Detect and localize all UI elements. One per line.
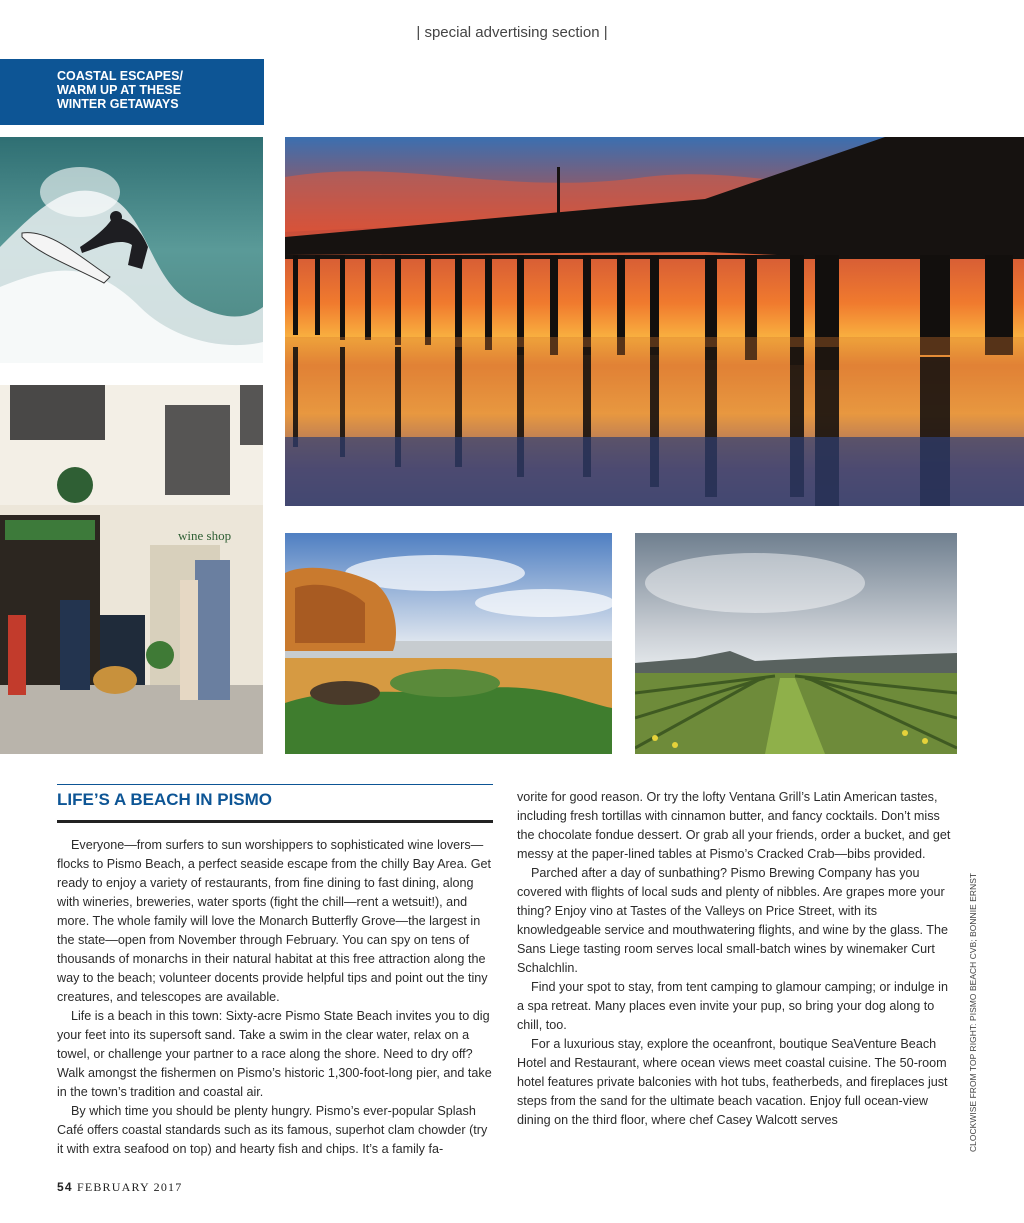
vineyard-photo [635,533,957,754]
section-banner [0,59,264,125]
beach-rocks-photo [285,533,612,754]
wine-shop-sign: wine shop [178,528,232,543]
surfer-photo [0,137,263,363]
wine-shop-photo [0,385,263,754]
paragraph: Everyone—from surfers to sun worshippers to sophisticated wine lovers—flocks to Pismo Beach, a perfect seaside escape from the chilly Bay Area. Get ready to enjoy a variety of restaurants, from fine dining to fast dining, along with wineries, breweries, water sports (fight the chill—rent a wetsuit!), and more. The whole family will love the Monarch Butterfly Grove—the largest in the state—open from November through February. You can spy on tens of thousands of monarchs in their natural habitat at this free attraction along the way to the beach; volunteer docents provide helpful tips and point out the tiny creatures, and telescopes are available. [57,838,491,1004]
photo-credit: CLOCKWISE FROM TOP RIGHT: PISMO BEACH CVB; BONNIE ERNST [968,872,978,1152]
heading-rule-bottom [57,820,493,823]
paragraph: By which time you should be plenty hungry. Pismo’s ever-popular Splash Café offers coastal standards such as its famous, superhot clam chowder (try it with extra seafood on top) and hearty fish and chips. It’s a family fa- [57,1104,488,1156]
paragraph: Find your spot to stay, from tent camping to glamour camping; or indulge in a spa retreat. Many places even invite your pup, so bring your dog along to chill, too. [517,980,948,1032]
paragraph: Parched after a day of sunbathing? Pismo Brewing Company has you covered with flights of local suds and plenty of nibbles. Are grapes more your thing? Enjoy vino at Tastes of the Valleys on Price Street, with its knowledgeable service and mouthwatering flights, and wine by the glass. The Sans Liege tasting room serves local small-batch wines by winemaker Curt Schalchlin. [517,866,949,975]
article-title: LIFE’S A BEACH IN PISMO [57,790,273,809]
paragraph: vorite for good reason. Or try the lofty Ventana Grill’s Latin American tastes, including fresh tortillas with cinnamon butter, and fancy cocktails. Don’t miss the chocolate fondue dessert. Or grab all your friends, order a bucket, and get messy at the paper-lined tables at Pismo’s Cracked Crab—bibs provided. [517,790,951,861]
article-column-2 [517,788,957,1130]
banner-line: WARM UP AT THESE [57,83,182,97]
paragraph: For a luxurious stay, explore the oceanfront, boutique SeaVenture Beach Hotel and Restaurant, where ocean views meet coastal cuisine. The 50-room hotel features private balconies with hot tubs, featherbeds, and fireplaces just steps from the sand for the ultimate beach vacation. Enjoy full ocean-view dining on the third floor, where chef Casey Walcott serves [517,1037,948,1127]
heading-rule-top [57,784,493,785]
paragraph: Life is a beach in this town: Sixty-acre Pismo State Beach invites you to dig your feet into its supersoft sand. Take a swim in the clear water, relax on a towel, or challenge your partner to a race along the shore. Need to dry off? Walk amongst the fishermen on Pismo’s historic 1,300-foot-long pier, and take in the town’s tradition and coastal air. [57,1009,492,1099]
page-folio [57,1180,182,1195]
issue-date: FEBRUARY 2017 [76,1180,183,1194]
page-number: 54 [57,1180,73,1194]
article-column-1 [57,836,493,1159]
pier-photo [285,137,1024,506]
banner-line: COASTAL ESCAPES/ [57,69,183,83]
banner-line: WINTER GETAWAYS [57,97,179,111]
section-header: | special advertising section | [416,24,608,41]
